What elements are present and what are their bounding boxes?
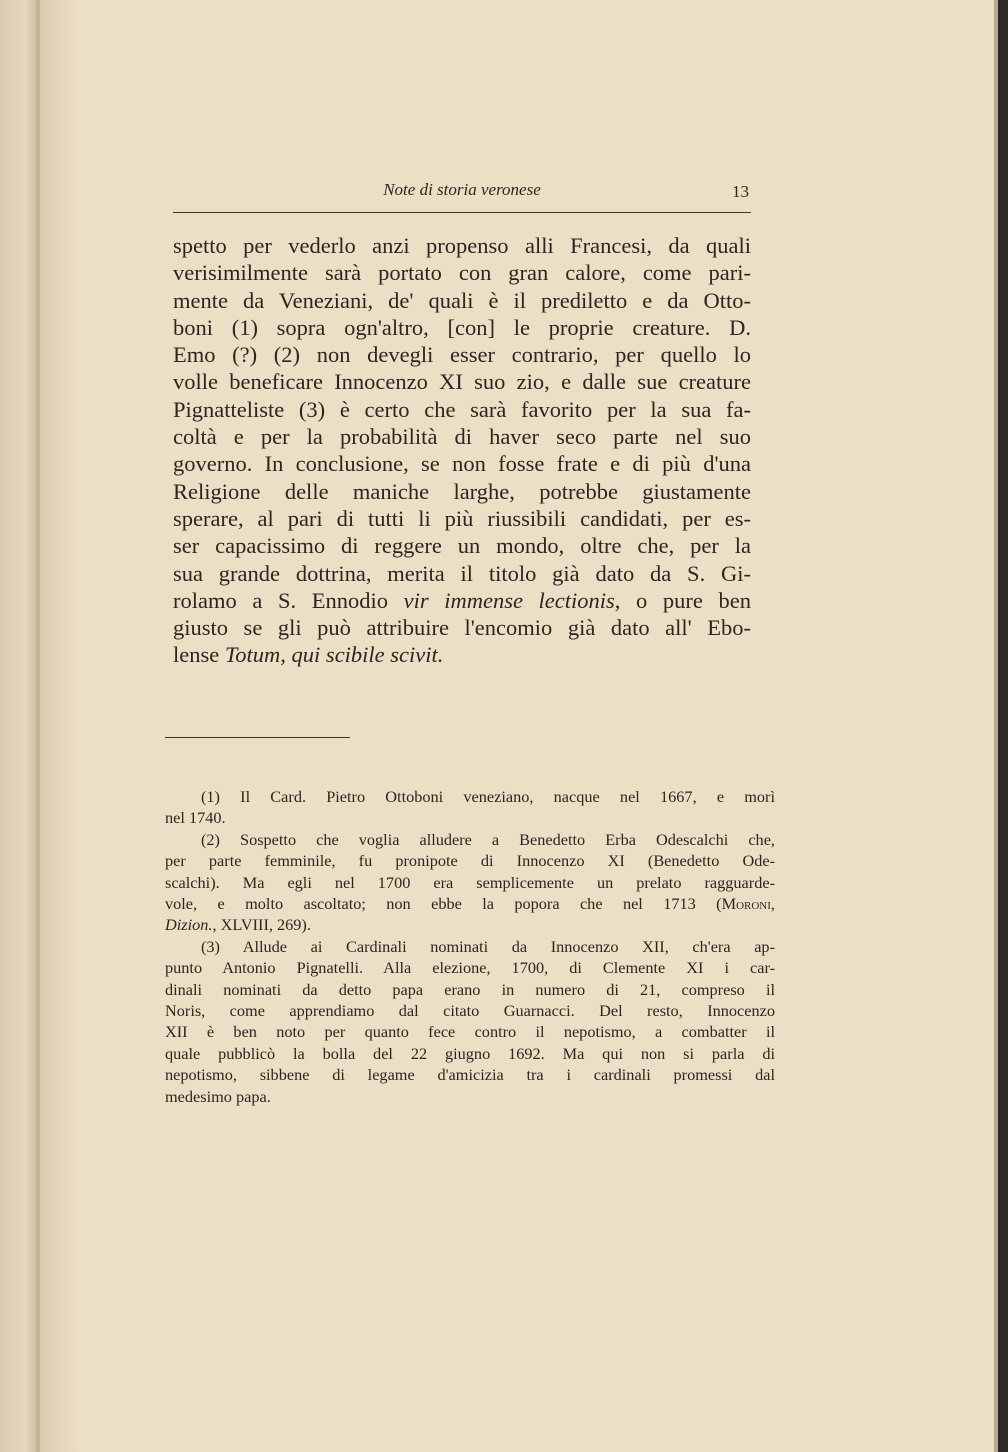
- text-segment: giusto se gli può attribuire l'encomio già dato all' Ebo-: [173, 615, 751, 641]
- text-segment: (3) Allude ai Cardinali nominati da Innocenzo XII, ch'era ap-: [201, 936, 775, 956]
- footnote-line: [165, 1021, 775, 1042]
- body-line: [173, 532, 751, 559]
- body-line: [173, 259, 751, 286]
- text-segment: ser capacissimo di reggere un mondo, oltre che, per la: [173, 533, 751, 559]
- footnote-line: [165, 786, 775, 807]
- body-line: [173, 560, 751, 587]
- text-segment: rolamo a S. Ennodio: [173, 587, 404, 613]
- italic-text: Totum, qui scibile scivit.: [224, 642, 444, 668]
- body-line: [173, 641, 751, 668]
- footnote-line: [165, 1064, 775, 1085]
- footnote-line: [165, 829, 775, 850]
- text-segment: medesimo papa.: [165, 1086, 271, 1106]
- body-line: [173, 232, 751, 259]
- text-segment: boni (1) sopra ogn'altro, [con] le proprie creature. D.: [173, 314, 751, 340]
- footnote-line: [165, 807, 775, 828]
- footnote-line: [165, 1086, 775, 1107]
- text-segment: mente da Veneziani, de' quali è il prediletto e da Otto-: [173, 287, 751, 313]
- text-segment: ,: [770, 894, 775, 914]
- text-segment: punto Antonio Pignatelli. Alla elezione, 1700, di Clemente XI i car-: [165, 958, 775, 978]
- text-segment: coltà e per la probabilità di haver seco parte nel suo: [173, 424, 751, 450]
- text-segment: Noris, come apprendiamo dal citato Guarnacci. Del resto, Innocenzo: [165, 1001, 775, 1021]
- page-number: 13: [732, 182, 749, 201]
- text-segment: sperare, al pari di tutti li più riussibili candidati, per es-: [173, 505, 751, 531]
- italic-text: vir immense lectionis: [403, 587, 615, 613]
- body-line: [173, 314, 751, 341]
- body-line: [173, 587, 751, 614]
- text-segment: spetto per vederlo anzi propenso alli Francesi, da quali: [173, 233, 751, 258]
- scan-border: [998, 0, 1008, 1452]
- italic-text: Dizion.: [165, 915, 213, 935]
- body-line: [173, 450, 751, 477]
- text-segment: dinali nominati da detto papa erano in numero di 21, compreso il: [165, 979, 775, 999]
- running-header: [173, 180, 751, 206]
- footnote-line: [165, 936, 775, 957]
- footnote-line: [165, 1000, 775, 1021]
- text-segment: Religione delle maniche larghe, potrebbe giustamente: [173, 478, 751, 504]
- body-line: [173, 341, 751, 368]
- footnote-line: [165, 957, 775, 978]
- body-line: [173, 505, 751, 532]
- text-segment: (2) Sospetto che voglia alludere a Benedetto Erba Odescalchi che,: [201, 829, 775, 849]
- text-segment: XII è ben noto per quanto fece contro il nepotismo, a combatter il: [165, 1022, 775, 1042]
- text-segment: (1) Il Card. Pietro Ottoboni veneziano, nacque nel 1667, e morì: [201, 787, 775, 806]
- footnote-line: [165, 1043, 775, 1064]
- text-segment: , XLVIII, 269).: [212, 915, 311, 935]
- text-segment: Pignatteliste (3) è certo che sarà favorito per la sua fa-: [173, 396, 751, 422]
- previous-page-edge: [0, 0, 36, 1452]
- text-segment: quale pubblicò la bolla del 22 giugno 1692. Ma qui non si parla di: [165, 1043, 775, 1063]
- footnote-line: [165, 979, 775, 1000]
- text-segment: sua grande dottrina, merita il titolo già dato da S. Gi-: [173, 560, 751, 586]
- body-line: [173, 614, 751, 641]
- text-segment: Emo (?) (2) non devegli esser contrario, per quello lo: [173, 342, 751, 368]
- body-line: [173, 423, 751, 450]
- footnote-line: [165, 850, 775, 871]
- footnotes: [165, 786, 775, 1107]
- text-segment: governo. In conclusione, se non fosse frate e di più d'una: [173, 451, 751, 477]
- text-segment: per parte femminile, fu pronipote di Innocenzo XI (Benedetto Ode-: [165, 851, 775, 871]
- body-line: [173, 478, 751, 505]
- text-segment: lense: [173, 642, 225, 668]
- text-segment: scalchi). Ma egli nel 1700 era semplicemente un prelato ragguarde-: [165, 872, 775, 892]
- main-text: [173, 232, 751, 669]
- footnote-line: [165, 893, 775, 914]
- footnote-line: [165, 914, 775, 935]
- body-line: [173, 396, 751, 423]
- text-segment: nepotismo, sibbene di legame d'amicizia tra i cardinali promessi dal: [165, 1065, 775, 1085]
- text-segment: volle beneficare Innocenzo XI suo zio, e dalle sue creature: [173, 369, 751, 395]
- footnote-line: [165, 872, 775, 893]
- text-segment: nel 1740.: [165, 808, 226, 828]
- header-rule: [173, 212, 751, 213]
- body-line: [173, 287, 751, 314]
- running-title: Note di storia veronese: [383, 180, 541, 199]
- gutter-shadow: [40, 0, 80, 1452]
- small-caps-text: Moroni: [721, 894, 771, 914]
- text-segment: , o pure ben: [614, 587, 751, 613]
- body-line: [173, 368, 751, 395]
- footnote-rule: [165, 737, 350, 738]
- text-segment: verisimilmente sarà portato con gran calore, come pari-: [173, 260, 751, 286]
- text-segment: vole, e molto ascoltato; non ebbe la popora che nel 1713 (: [165, 894, 722, 914]
